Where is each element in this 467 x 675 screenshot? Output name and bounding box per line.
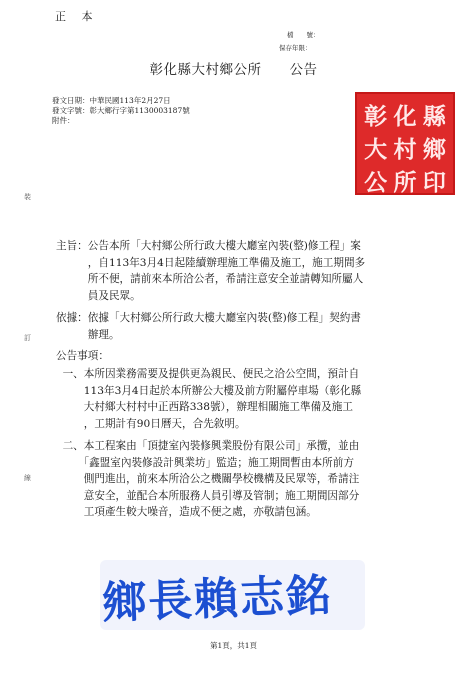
basis-section: [56, 310, 361, 343]
basis-line: 辦理。: [56, 328, 120, 341]
item-line: 一、本所因業務需要及提供更為親民、便民之洽公空間，預計自: [52, 368, 360, 380]
seal-char: 鄉: [422, 136, 446, 163]
official-seal: [355, 92, 455, 195]
items-heading: 公告事項：: [56, 350, 109, 362]
margin-mark-zhuang: 裝: [24, 193, 31, 201]
seal-char: 縣: [422, 103, 446, 130]
subject-section: [56, 238, 365, 304]
basis-line: 依據：依據「大村鄉公所行政大樓大廳室內裝(整)修工程」契約書: [56, 312, 361, 324]
document-title: 彰化縣大村鄉公所 公告: [149, 62, 318, 78]
item-two: [52, 438, 359, 521]
margin-mark-xian: 線: [24, 474, 31, 482]
signature-stamp: 鄉長賴志銘: [101, 569, 333, 629]
attachments-label: 附件：: [52, 116, 75, 125]
item-line: 側門進出，前來本所洽公之機關學校機構及民眾等，希請注: [52, 473, 360, 486]
item-one: [52, 366, 361, 432]
issue-date: 發文日期：中華民國113年2月27日: [52, 96, 171, 105]
seal-char: 公: [364, 169, 388, 196]
seal-char: 村: [393, 136, 417, 163]
page-number: 第1頁，共1頁: [209, 641, 258, 650]
item-line: 意安全，並配合本所服務人員引導及管制；施工期間因部分: [52, 489, 360, 502]
subject-line: 員及民眾。: [56, 289, 141, 302]
subject-line: 主旨：公告本所「大村鄉公所行政大樓大廳室內裝(整)修工程」案: [56, 240, 361, 252]
item-line: ，工期計有90日曆天，合先敘明。: [52, 417, 246, 430]
item-line: 「鑫盟室內裝修設計興業坊」監造；施工期間暫由本所前方: [52, 456, 354, 469]
item-line: 113年3月4日起於本所辦公大樓及前方附屬停車場（彰化縣: [52, 384, 362, 397]
seal-char: 大: [364, 136, 388, 163]
subject-line: ，自113年3月4日起陸續辦理施工準備及施工，施工期間多: [56, 256, 366, 269]
retention-label: 保存年限：: [279, 44, 312, 52]
margin-mark-ding: 訂: [24, 334, 31, 342]
file-number-label: 檔 號：: [287, 31, 320, 39]
item-line: 二、本工程案由「頂捷室內裝修興業股份有限公司」承攬，並由: [52, 440, 360, 452]
copy-label: 正 本: [55, 10, 99, 23]
seal-char: 印: [422, 169, 446, 196]
item-line: 大村鄉大村村中正西路338號），辦理相關施工準備及施工: [52, 401, 353, 414]
subject-line: 所不便，請前來本所洽公者，希請注意安全並請轉知所屬人: [56, 273, 364, 286]
seal-char: 彰: [364, 103, 388, 130]
seal-char: 化: [393, 103, 417, 130]
issue-number: 發文字號：彰大鄉行字第1130003187號: [52, 106, 190, 115]
seal-char: 所: [393, 169, 417, 196]
item-line: 工項產生較大噪音，造成不便之處，亦敬請包涵。: [52, 506, 317, 519]
